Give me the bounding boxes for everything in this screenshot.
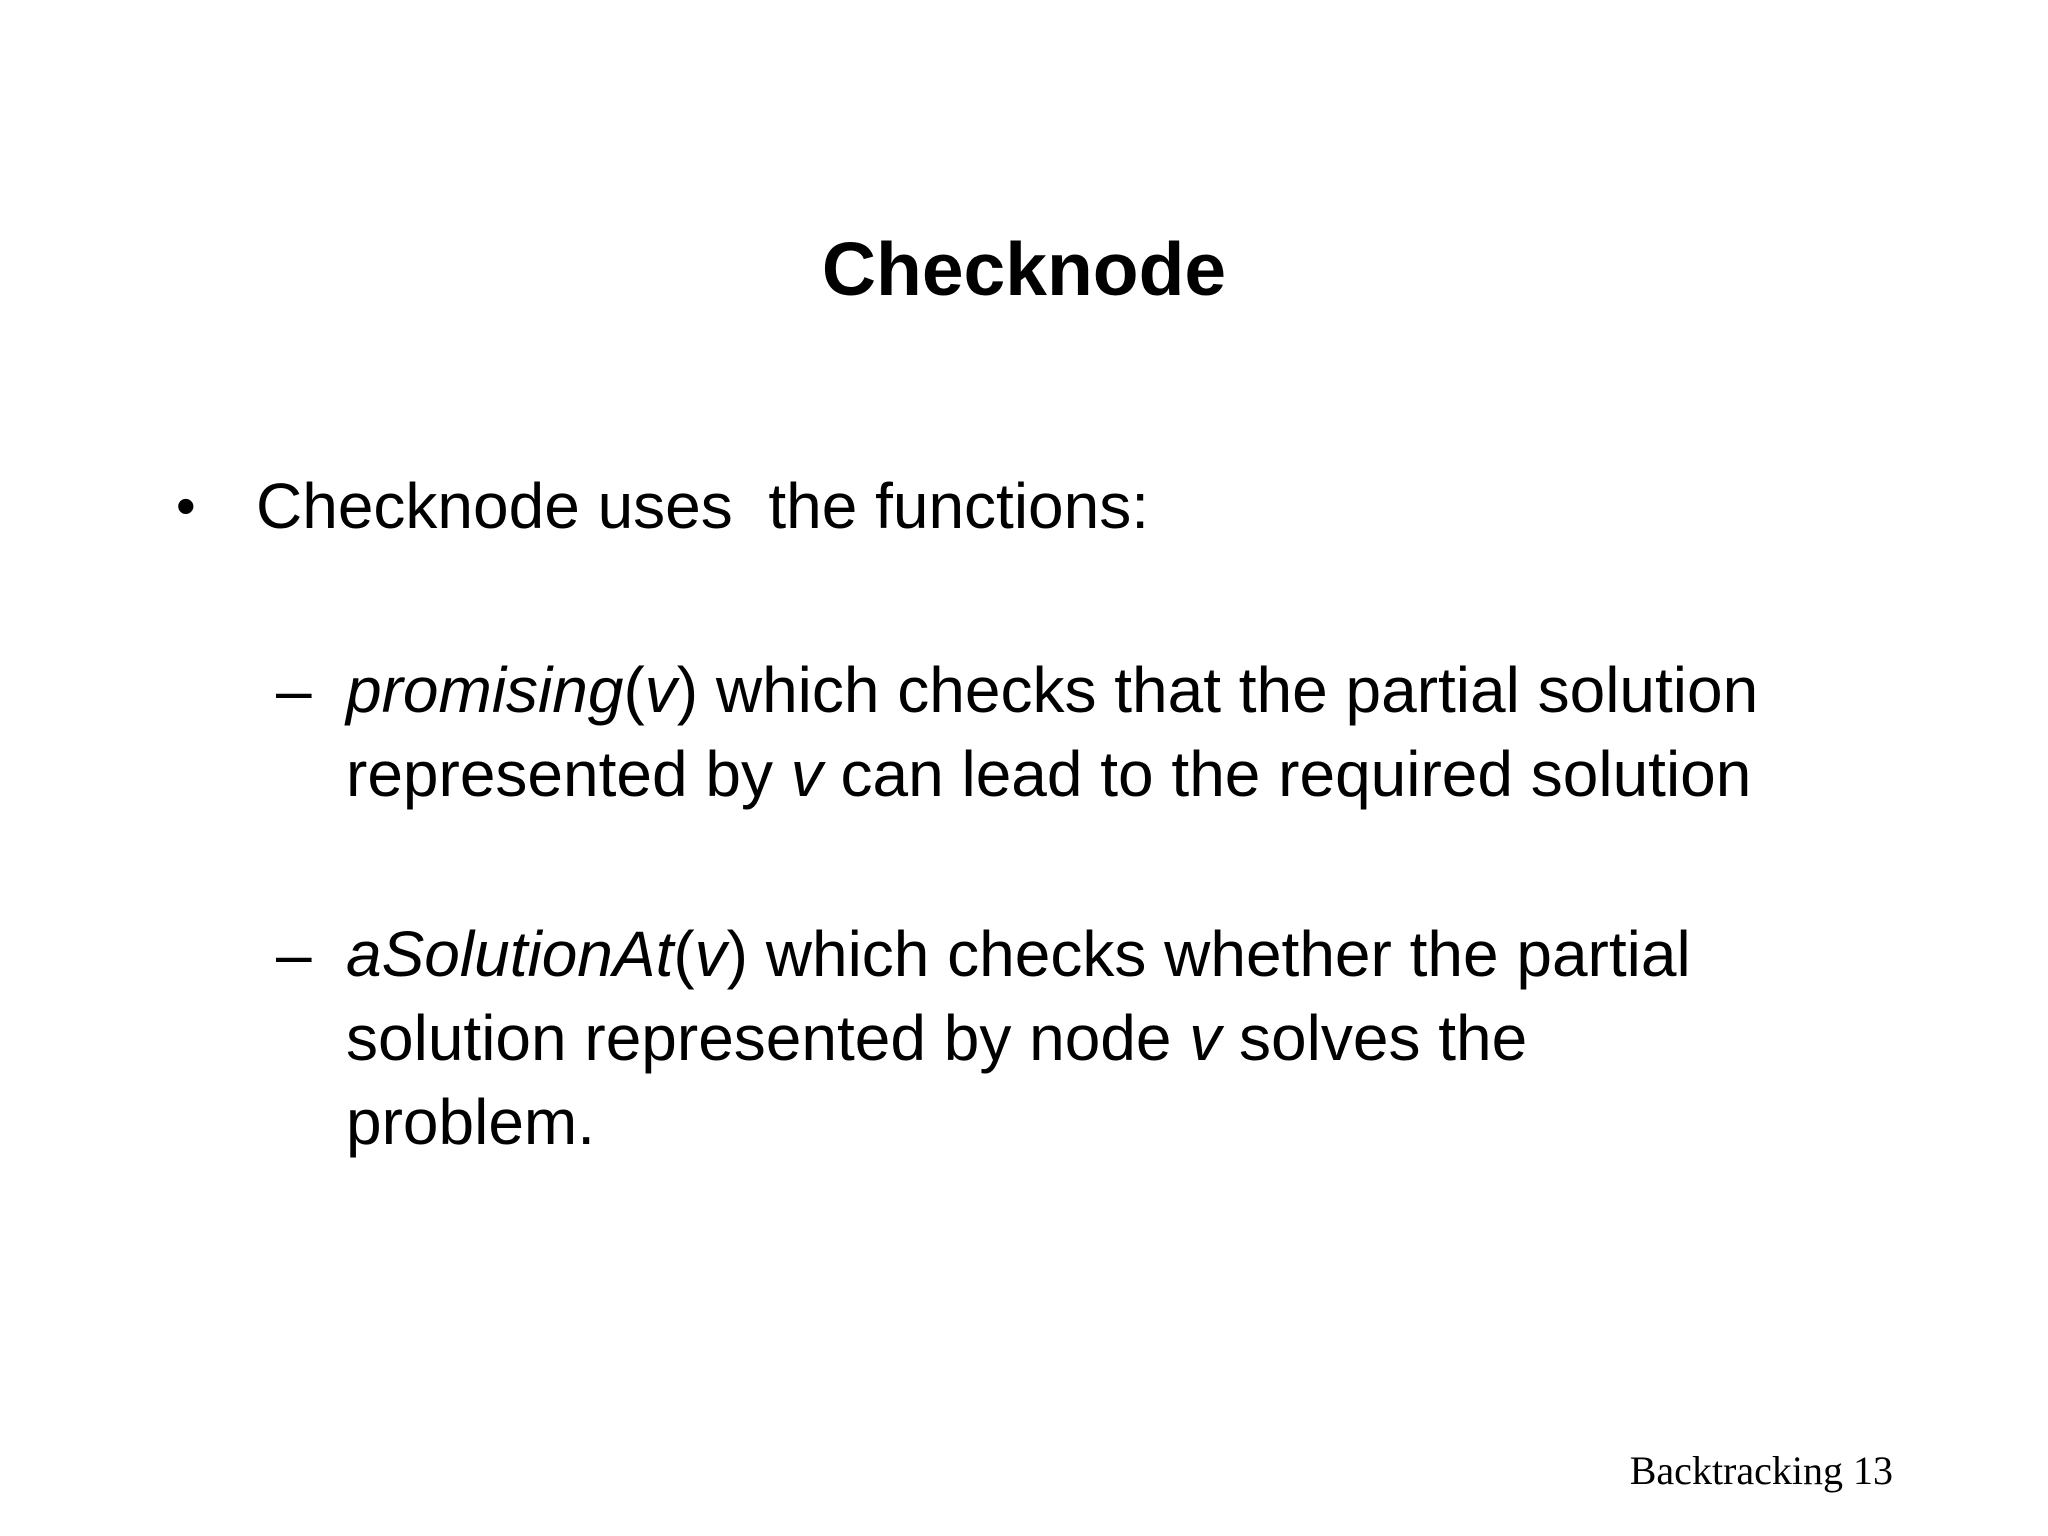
bullet-item bbox=[176, 462, 1149, 550]
variable-v: v bbox=[644, 654, 677, 726]
sub-item-line-2 bbox=[346, 732, 1896, 816]
sub-item-promising bbox=[276, 648, 1896, 816]
slide-title: Checknode bbox=[821, 227, 1227, 311]
sub-item-text: solution represented by node bbox=[346, 1002, 1190, 1074]
variable-v: v bbox=[694, 918, 727, 990]
paren-open: ( bbox=[673, 918, 695, 990]
sub-item-line-1 bbox=[346, 912, 1896, 996]
sub-item-asolutionat bbox=[276, 912, 1896, 1164]
bullet-text: Checknode uses the functions: bbox=[256, 470, 1149, 542]
variable-v: v bbox=[790, 738, 823, 810]
function-name: aSolutionAt bbox=[346, 918, 674, 990]
sub-item-line-1 bbox=[346, 648, 1896, 732]
sub-item-marker: – bbox=[276, 654, 312, 726]
function-name: promising bbox=[346, 654, 624, 726]
sub-item-text: ) which checks that the partial solution bbox=[676, 654, 1759, 726]
variable-v: v bbox=[1189, 1002, 1222, 1074]
sub-item-text: solves the bbox=[1221, 1002, 1528, 1074]
sub-item-text: represented by bbox=[346, 738, 791, 810]
sub-item-text: can lead to the required solution bbox=[822, 738, 1752, 810]
sub-item-line-3: problem. bbox=[346, 1086, 595, 1158]
paren-open: ( bbox=[623, 654, 645, 726]
sub-item-line-2 bbox=[346, 996, 1896, 1080]
sub-item-text: ) which checks whether the partial bbox=[726, 918, 1691, 990]
slide-footer: Backtracking 13 bbox=[1629, 1448, 1893, 1493]
sub-item-marker: – bbox=[276, 918, 312, 990]
bullet-marker: • bbox=[176, 474, 196, 537]
